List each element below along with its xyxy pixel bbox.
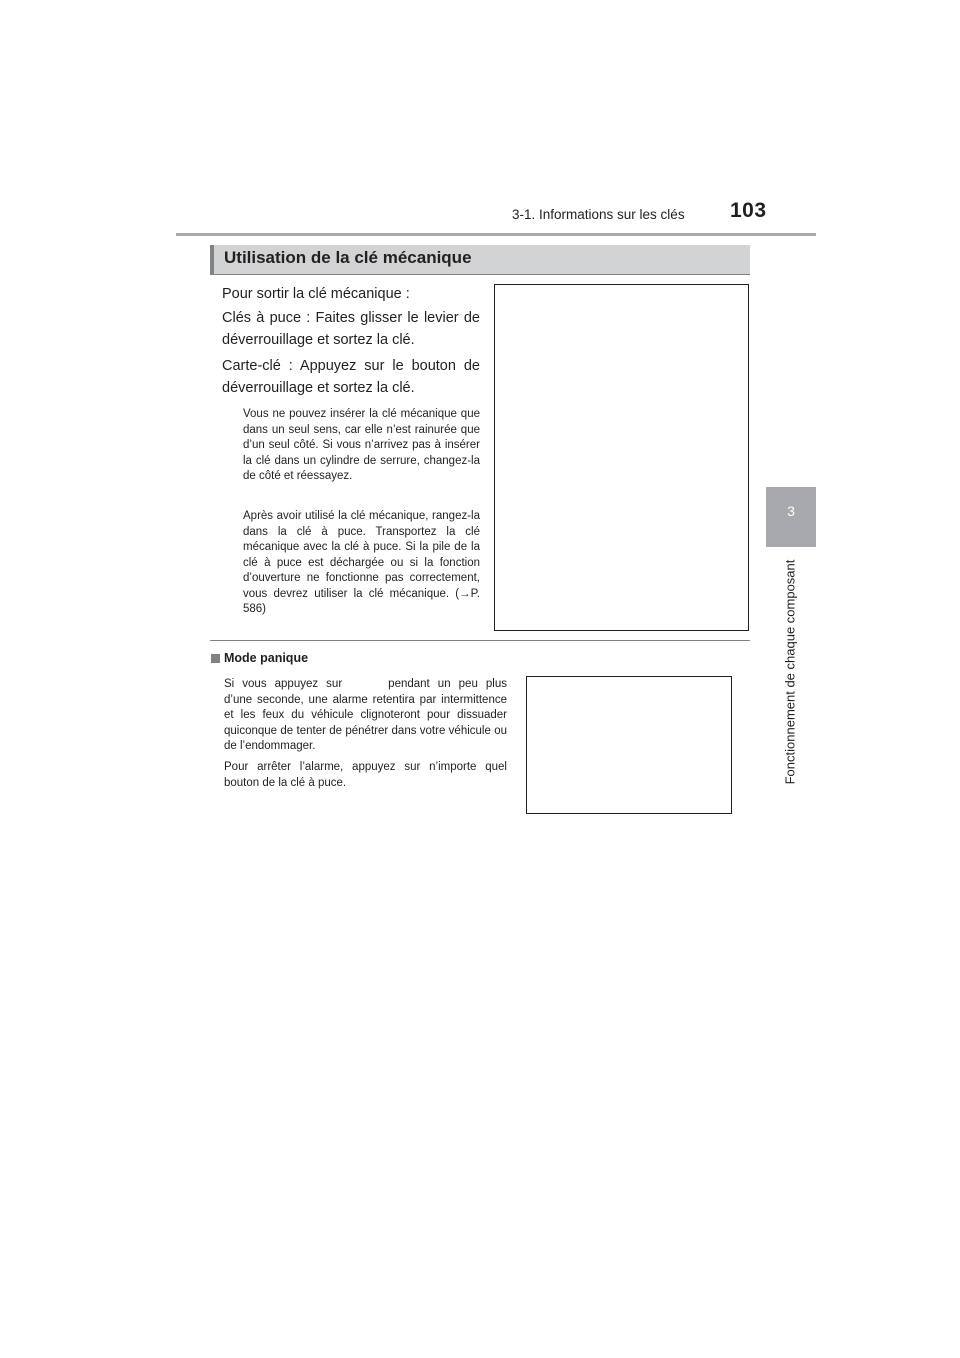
mechanical-key-illustration: [494, 284, 749, 631]
header-rule: [176, 233, 816, 236]
section-divider: [210, 640, 750, 641]
panic-text-after-icon: pendant un peu plus d’une seconde, une alarme retentira par intermittence et les feux du véhicule clignoteront pour dissuader quiconque de tenter de pénétrer dans votre véhicule ou de l’endommager.: [224, 678, 508, 752]
section-heading: [210, 245, 750, 274]
page-number: 103: [730, 199, 767, 222]
intro-paragraph: Pour sortir la clé mécanique :: [222, 286, 410, 302]
card-key-step: Carte-clé : Appuyez sur le bouton de déverrouillage et sortez la clé.: [222, 358, 480, 396]
square-bullet-icon: [211, 654, 220, 663]
chapter-number: 3: [787, 503, 795, 519]
chapter-title: Fonctionnement de chaque composant: [782, 559, 798, 785]
panic-mode-paragraph: [224, 677, 507, 755]
panic-text-before-icon: Si vous appuyez sur: [224, 678, 343, 690]
insertion-note: Vous ne pouvez insérer la clé mécanique que dans un seul sens, car elle n’est rainurée que d’un seul côté. Si vous n’arrivez pas à insérer la clé dans un cylindre de serrure, changez-la de côté et réessayez.: [243, 408, 480, 482]
running-header-section: 3-1. Informations sur les clés: [512, 207, 685, 222]
section-underline: [210, 274, 750, 275]
storage-note: Après avoir utilisé la clé mécanique, rangez-la dans la clé à puce. Transportez la clé mécanique avec la clé à puce. Si la pile de la clé à puce est déchargée ou si la fonction d’ouverture ne fonctionne pas correctement, vous devrez utiliser la clé mécanique. (→P. 586): [243, 510, 480, 615]
panic-mode-heading: Mode panique: [224, 651, 309, 665]
section-title: Utilisation de la clé mécanique: [224, 248, 472, 267]
smart-key-step: Clés à puce : Faites glisser le levier de déverrouillage et sortez la clé.: [222, 310, 480, 348]
stop-alarm-paragraph: Pour arrêter l’alarme, appuyez sur n’importe quel bouton de la clé à puce.: [224, 761, 507, 789]
panic-button-illustration: [526, 676, 732, 814]
